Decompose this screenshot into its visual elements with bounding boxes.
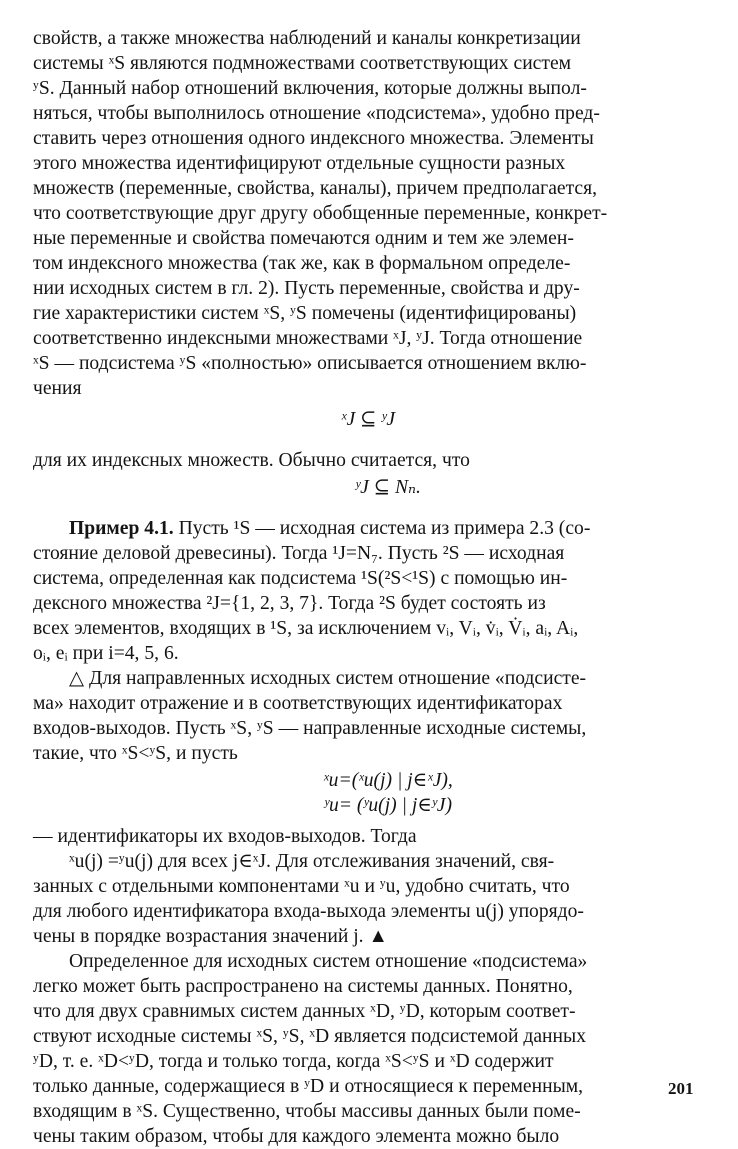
example-title: Пример 4.1. xyxy=(69,518,174,539)
paragraph-4: — идентификаторы их входов-выходов. Тогда xyxy=(33,826,417,847)
example-text: Пусть ¹S — исходная система из примера 2.3 (со- стояние деловой древесины). Тогда ¹J=N₇. Пусть ²S — исходная система, определенная как подсистема ¹S(²S<¹S) с помощью ин- дексного множества ²J={1, 2, 3, 7}. Тогда ²S будет состоять из всех элементов, входящих в ¹S, за исключением vᵢ, Vᵢ, v̇ᵢ, V̇ᵢ, aᵢ, Aᵢ, oᵢ, eᵢ при i=4, 5, 6. xyxy=(33,518,591,664)
formula-y-u: ʸu= (ʸu(j) | j∈ʸJ) xyxy=(323,795,453,816)
example-4-1 xyxy=(33,516,703,666)
formula-x-u: ˣu=(ˣu(j) | j∈ˣJ), xyxy=(323,770,453,791)
paragraph-5: ˣu(j) =ʸu(j) для всех j∈ˣJ. Для отслеживания значений, свя- занных с отдельными компонентами ˣu и ʸu, удобно считать, что для любого идентификатора входа-выхода элементы u(j) упорядо- чены в порядке возрастания значений j. ▲ xyxy=(33,851,584,947)
formula-index-inclusion: ˣJ ⊆ ʸJ xyxy=(340,409,396,430)
page-number: 201 xyxy=(668,1079,694,1098)
formula-index-subset-n: ʸJ ⊆ Nₙ. xyxy=(355,477,421,498)
paragraph-6: Определенное для исходных систем отношение «подсистема» легко может быть распространено на системы данных. Понятно, что для двух сравнимых систем данных ˣD, ʸD, которым соответ- ствуют исходные системы ˣS, ʸS, ˣD является подсистемой данных ʸD, т. е. ˣD<ʸD, тогда и только тогда, когда ˣS<ʸS и ˣD содержит только данные, содержащиеся в ʸD и относящиеся к переменным, входящим в ˣS. Существенно, чтобы массивы данных были поме- чены таким образом, чтобы для каждого элемента можно было xyxy=(33,951,588,1147)
paragraph-2: для их индексных множеств. Обычно считается, что xyxy=(33,450,470,471)
paragraph-1: свойств, а также множества наблюдений и каналы конкретизации системы ˣS являются подмножествами соответствующих систем ʸS. Данный набор отношений включения, которые должны выпол- няться, чтобы выполнилось отношение «подсистема», удобно пред- ставить через отношения одного индексного множества. Элементы этого множества идентифицируют отдельные сущности разных множеств (переменные, свойства, каналы), причем предполагается, что соответствующие друг другу обобщенные переменные, конкрет- ные переменные и свойства помечаются одним и тем же элемен- том индексного множества (так же, как в формальном определе- нии исходных систем в гл. 2). Пусть переменные, свойства и дру- гие характеристики систем ˣS, ʸS помечены (идентифицированы) соответственно индексными множествами ˣJ, ʸJ. Тогда отношение ˣS — подсистема ʸS «полностью» описывается отношением вклю- чения xyxy=(33,28,608,399)
paragraph-3: △ Для направленных исходных систем отношение «подсисте- ма» находит отражение и в соответствующих идентификаторах входов-выходов. Пусть ˣS, ʸS — направленные исходные системы, такие, что ˣS<ʸS, и пусть xyxy=(33,668,587,764)
page-body xyxy=(33,26,703,1149)
